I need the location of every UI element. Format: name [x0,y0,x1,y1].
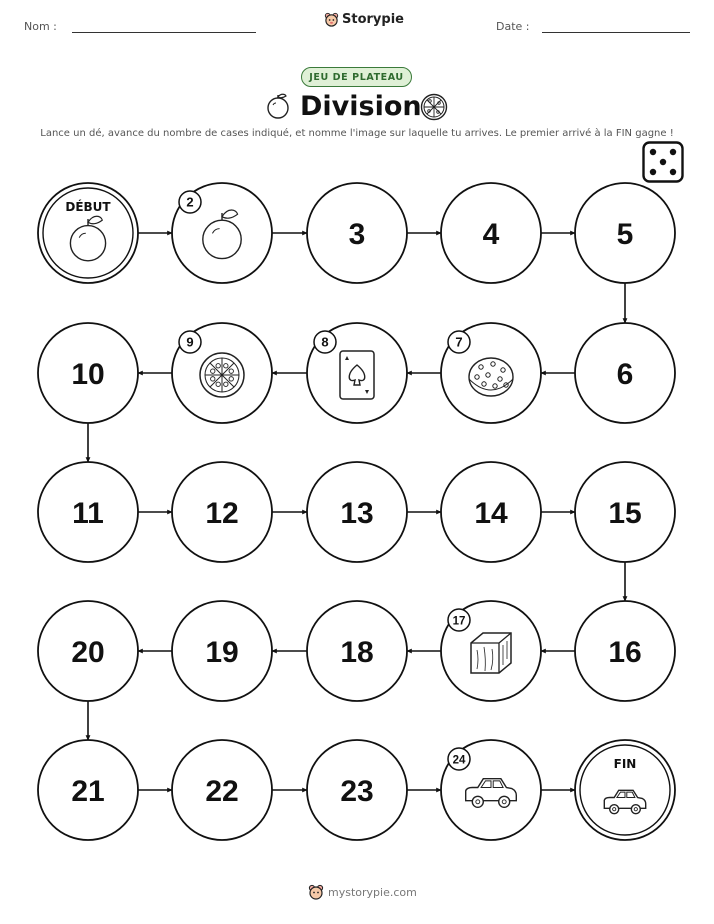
board-space [441,601,541,701]
board-space [38,462,138,562]
space-number: 20 [71,636,105,669]
storypie-logo-icon [308,884,324,900]
board-space [172,601,272,701]
board-space [575,601,675,701]
space-number-badge [448,331,470,353]
space-number: 12 [205,497,239,530]
space-number: 6 [616,358,634,391]
space-number-badge [179,331,201,353]
board-space [307,462,407,562]
space-number: 18 [340,636,374,669]
board-space [441,323,541,423]
board-space [172,462,272,562]
space-number: 2 [186,194,194,210]
space-number-badge [314,331,336,353]
board-cells [38,183,675,840]
space-circle [38,183,138,283]
finish-label: FIN [613,757,637,771]
space-number: 7 [455,334,463,350]
playing-card-icon [340,351,374,399]
board-space [38,323,138,423]
board-space [172,183,272,283]
instructions: Lance un dé, avance du nombre de cases indiqué, et nomme l'image sur laquelle tu arrives. Le premier arrivé à la FIN gagne ! [40,128,674,139]
date-label: Date : [496,20,530,33]
space-number: 8 [321,334,329,350]
space-number: 17 [452,615,466,628]
space-number: 23 [340,775,374,808]
board-space [38,740,138,840]
space-number: 16 [608,636,642,669]
space-number: 11 [72,497,104,530]
board-space [38,601,138,701]
space-number-badge [179,191,201,213]
footer-url[interactable]: mystorypie.com [328,885,417,899]
page-title: Division [300,91,422,122]
board-space [575,462,675,562]
space-number: 10 [71,358,105,391]
name-label: Nom : [24,20,57,33]
board-space [441,183,541,283]
space-number: 9 [186,334,194,350]
board-space [307,601,407,701]
board-space [575,183,675,283]
space-number: 4 [482,218,500,251]
board-space [172,740,272,840]
board-space [307,740,407,840]
start-space [38,183,138,283]
space-number: 22 [205,775,239,808]
board-space [441,462,541,562]
start-label: DÉBUT [65,200,111,214]
space-number: 24 [452,754,466,767]
game-type-badge: JEU DE PLATEAU [301,67,412,87]
board-space [307,323,407,423]
board-space [172,323,272,423]
pizza-icon [200,353,244,397]
board-space [307,183,407,283]
space-number-badge [448,748,470,770]
space-number: 15 [608,497,642,530]
space-number: 13 [340,497,374,530]
board-space [441,740,541,840]
space-number: 14 [474,497,508,530]
space-number: 5 [616,218,634,251]
space-number: 3 [348,218,366,251]
space-number: 19 [205,636,239,669]
board-space [575,323,675,423]
footer [308,884,417,900]
brand-name: Storypie [342,12,404,27]
space-number: 21 [71,775,105,808]
finish-space [575,740,675,840]
space-number-badge [448,609,470,631]
